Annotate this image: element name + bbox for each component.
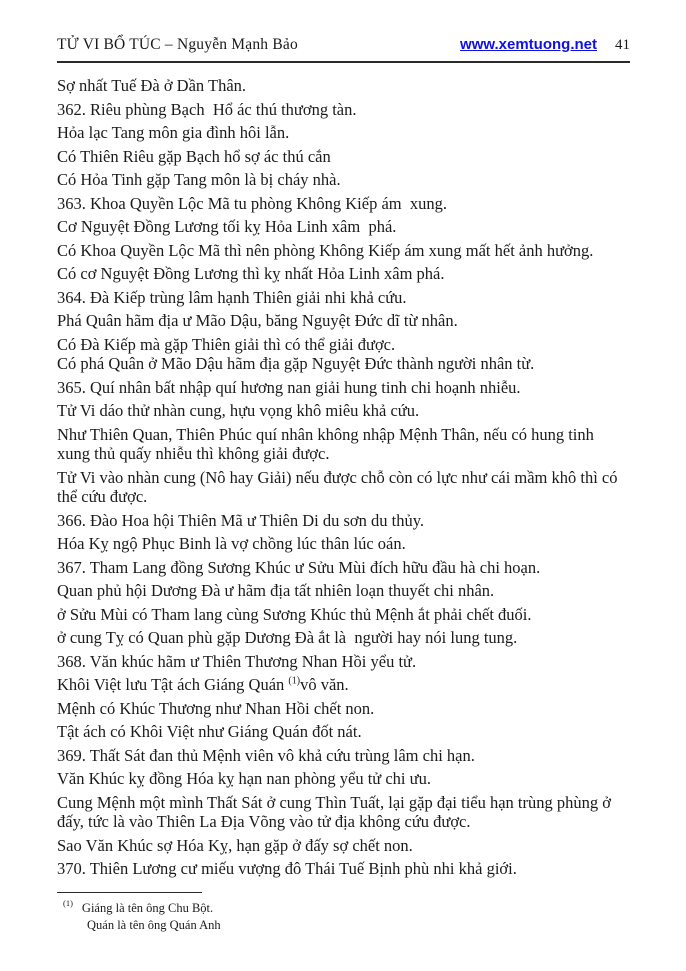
footnote-reference: (1) [288,675,301,687]
header-rule [57,61,630,63]
header-right-group [460,36,630,54]
paragraph: Phá Quân hãm địa ư Mão Dậu, băng Nguyệt Đức dĩ từ nhân. [57,311,458,330]
paragraph: ở cung Tỵ có Quan phù gặp Dương Đà ắt là người hay nói lung tung. [57,628,518,647]
paragraph: ở Sửu Mùi có Tham lang cùng Sương Khúc thủ Mệnh ắt phải chết đuối. [57,604,532,624]
footnotes [57,900,630,934]
footnote-line [63,917,630,934]
paragraph: Hỏa lạc Tang môn gia đình hôi lẫn. [57,123,290,142]
paragraph: Có phá Quân ở Mão Dậu hãm địa gặp Nguyệt Đức thành người nhân từ. [57,354,535,373]
paragraph: Mệnh có Khúc Thương như Nhan Hồi chết non. [57,698,375,718]
paragraph: Có Thiên Riêu gặp Bạch hổ sợ ác thú cắn [57,146,331,166]
paragraph: Sao Văn Khúc sợ Hóa Kỵ, hạn gặp ở đấy sợ chết non. [57,835,413,855]
footnote-separator-rule [57,892,202,893]
body-text [57,76,630,879]
paragraph: Cơ Nguyệt Đồng Lương tối kỵ Hỏa Linh xâm phá. [57,217,397,236]
paragraph-367: 367. Tham Lang đồng Sương Khúc ư Sửu Mùi đích hữu đầu hà chi hoạn. [57,557,541,577]
paragraph: Có Hỏa Tinh gặp Tang môn là bị cháy nhà. [57,170,341,189]
paragraph-364: 364. Đà Kiếp trùng lâm hạnh Thiên giải nhi khả cứu. [57,287,407,307]
paragraph-text: Khôi Việt lưu Tật ách Giáng Quán [57,675,289,694]
footnote-text: Giáng là tên ông Chu Bột. [81,900,214,915]
book-title: TỬ VI BỔ TÚC – Nguyễn Mạnh Bảo [57,36,298,53]
paragraph: Có Đà Kiếp mà gặp Thiên giải thì có thể giải được. [57,334,396,354]
paragraph: Có cơ Nguyệt Đồng Lương thì kỵ nhất Hỏa Linh xâm phá. [57,264,445,283]
paragraph: Cung Mệnh một mình Thất Sát ở cung Thìn Tuất, lại gặp đại tiểu hạn trùng phùng ở đấy, tức là vào Thiên La Địa Võng vào tử địa không cứu được. [57,792,616,831]
paragraph: Quan phủ hội Dương Đà ư hãm địa tất nhiên loạn thuyết chi nhân. [57,581,495,600]
paragraph: Như Thiên Quan, Thiên Phúc quí nhân không nhập Mệnh Thân, nếu có hung tinh xung thủ quấy nhiễu thì không giải được. [57,424,598,463]
paragraph: Hóa Kỵ ngộ Phục Binh là vợ chồng lúc thân lúc oán. [57,534,406,553]
paragraph: Tật ách có Khôi Việt như Giáng Quán đốt nát. [57,722,362,741]
footnote-marker: (1) [63,898,73,909]
paragraph: Văn Khúc kỵ đồng Hóa kỵ hạn nan phòng yểu tử chi ưu. [57,769,431,788]
page-number: 41 [615,37,630,53]
paragraph-369: 369. Thất Sát đan thủ Mệnh viên vô khả cứu trùng lâm chi hạn. [57,745,475,765]
paragraph: Sợ nhất Tuế Đà ở Dần Thân. [57,76,247,95]
paragraph-363: 363. Khoa Quyền Lộc Mã tu phòng Không Kiếp ám xung. [57,193,447,213]
paragraph: Tử Vi dáo thử nhàn cung, hựu vọng khô miêu khả cứu. [57,401,420,420]
footnote-text: Quán là tên ông Quán Anh [87,917,221,932]
paragraph-365: 365. Quí nhân bất nhập quí hương nan giải hung tinh chi hoạnh nhiễu. [57,377,521,397]
paragraph-366: 366. Đào Hoa hội Thiên Mã ư Thiên Di du sơn du thủy. [57,510,425,530]
website-link[interactable]: www.xemtuong.net [460,36,597,53]
paragraph-with-footnote-ref [57,675,630,695]
paragraph: Tử Vi vào nhàn cung (Nô hay Giải) nếu được chỗ còn có lực như cái mầm khô thì có thể cứu được. [57,467,622,506]
footnote-line [63,900,630,917]
paragraph-370: 370. Thiên Lương cư miếu vượng đô Thái Tuế Bịnh phù nhi khả giới. [57,859,517,878]
paragraph-368: 368. Văn khúc hãm ư Thiên Thương Nhan Hồi yểu tử. [57,651,417,671]
paragraph-362: 362. Riêu phùng Bạch Hổ ác thú thương tàn. [57,99,357,119]
paragraph: Có Khoa Quyền Lộc Mã thì nên phòng Không Kiếp ám xung mất hết ảnh hưởng. [57,240,594,260]
page-header [57,36,630,54]
paragraph-text: vô văn. [300,675,349,694]
